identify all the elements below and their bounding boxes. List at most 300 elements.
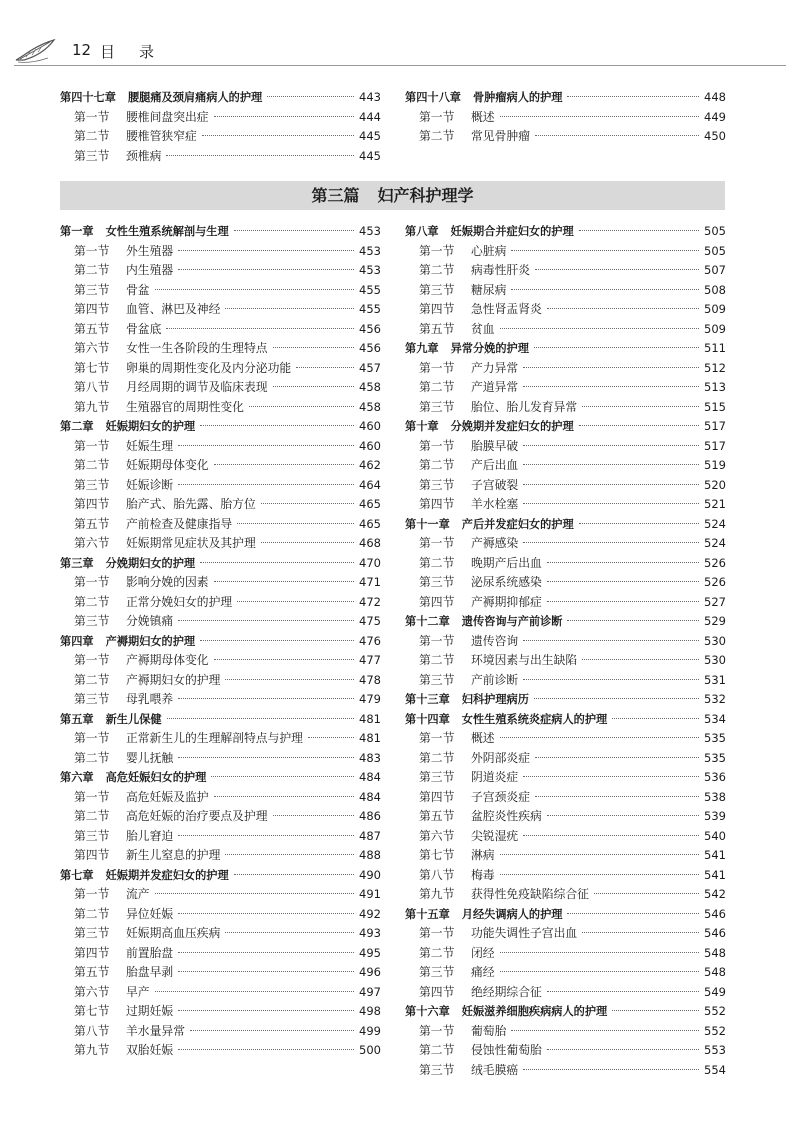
toc-section-entry[interactable] [60, 827, 381, 847]
dot-leader [214, 116, 354, 117]
toc-section-entry[interactable] [405, 827, 726, 847]
entry-page-number: 546 [704, 926, 726, 940]
entry-page-number: 548 [704, 965, 726, 979]
toc-chapter-entry[interactable] [405, 690, 726, 710]
entry-title: 绒毛膜癌 [471, 1062, 519, 1077]
entry-number: 第一节 [74, 575, 110, 589]
entry-title: 妊娠期常见症状及其护理 [126, 536, 256, 550]
toc-section-entry[interactable] [60, 515, 381, 535]
entry-page-number: 520 [704, 477, 726, 492]
toc-section-entry[interactable] [405, 281, 726, 301]
entry-title: 异常分娩的护理 [450, 342, 529, 355]
dot-leader [582, 406, 699, 407]
entry-page-number: 445 [359, 129, 381, 143]
dot-leader [273, 815, 354, 816]
entry-page-number: 531 [704, 672, 726, 687]
toc-section-entry[interactable] [405, 127, 726, 147]
entry-number: 第六章 [60, 771, 94, 784]
toc-section-entry[interactable] [60, 1002, 381, 1022]
toc-chapter-entry[interactable] [405, 1002, 726, 1022]
toc-chapter-entry[interactable] [60, 88, 381, 108]
toc-chapter-entry[interactable] [60, 866, 381, 886]
entry-title: 概述 [471, 731, 495, 745]
entry-number: 第二节 [74, 750, 110, 765]
dot-leader [547, 1049, 699, 1050]
dot-leader [261, 542, 354, 543]
entry-number: 第六节 [74, 341, 110, 355]
toc-section-entry[interactable] [60, 261, 381, 281]
entry-number: 第十章 [405, 420, 439, 433]
entry-number: 第一节 [74, 243, 110, 258]
toc-section-entry[interactable] [60, 300, 381, 320]
entry-number: 第一节 [419, 243, 455, 258]
toc-section-entry[interactable] [60, 359, 381, 379]
entry-page-number: 458 [359, 399, 381, 414]
entry-number: 第一节 [74, 887, 110, 901]
entry-page-number: 450 [704, 129, 726, 143]
toc-chapter-entry[interactable] [405, 88, 726, 108]
entry-page-number: 527 [704, 594, 726, 609]
entry-number: 第一节 [74, 731, 110, 745]
entry-number: 第二节 [74, 129, 110, 143]
entry-page-number: 460 [359, 419, 381, 433]
toc-chapter-entry[interactable] [60, 710, 381, 730]
entry-number: 第八节 [74, 1023, 110, 1038]
toc-section-entry[interactable] [405, 456, 726, 476]
header-title: 目录 [100, 43, 179, 61]
entry-number: 第一节 [419, 536, 455, 550]
toc-section-entry[interactable] [60, 495, 381, 515]
entry-number: 第一节 [74, 653, 110, 667]
toc-section-entry[interactable] [405, 242, 726, 262]
toc-section-entry[interactable] [405, 320, 726, 340]
entry-title: 腰腿痛及颈肩痛病人的护理 [127, 91, 263, 104]
dot-leader [535, 269, 699, 270]
toc-section-entry[interactable] [405, 476, 726, 496]
entry-page-number: 507 [704, 263, 726, 277]
toc-section-entry[interactable] [405, 651, 726, 671]
entry-page-number: 517 [704, 438, 726, 453]
toc-section-entry[interactable] [405, 983, 726, 1003]
entry-page-number: 526 [704, 555, 726, 570]
dot-leader [273, 386, 354, 387]
toc-section-entry[interactable] [405, 866, 726, 886]
toc-section-entry[interactable] [60, 339, 381, 359]
dot-leader [167, 718, 355, 719]
entry-title: 糖尿病 [471, 282, 507, 297]
dot-leader [166, 328, 354, 329]
entry-number: 第一节 [74, 438, 110, 453]
toc-section-entry[interactable] [405, 261, 726, 281]
entry-page-number: 552 [704, 1023, 726, 1038]
entry-number: 第四节 [419, 984, 455, 999]
toc-section-entry[interactable] [405, 534, 726, 554]
dot-leader [511, 250, 699, 251]
entry-page-number: 515 [704, 399, 726, 414]
entry-number: 第二节 [419, 653, 455, 667]
toc-section-entry[interactable] [405, 1022, 726, 1042]
entry-page-number: 486 [359, 809, 381, 823]
dot-leader [500, 328, 699, 329]
toc-section-entry[interactable] [60, 593, 381, 613]
entry-title: 妊娠期母体变化 [126, 458, 209, 472]
dot-leader [178, 913, 354, 914]
toc-main-left-column [60, 222, 381, 1061]
toc-section-entry[interactable] [60, 147, 381, 167]
entry-title: 产前诊断 [471, 672, 519, 687]
dot-leader [579, 230, 699, 231]
dot-leader [178, 250, 354, 251]
dot-leader [500, 116, 699, 117]
dot-leader [523, 367, 699, 368]
toc-section-entry[interactable] [405, 378, 726, 398]
dot-leader [500, 971, 699, 972]
entry-number: 第三节 [419, 672, 455, 687]
entry-number: 第二章 [60, 420, 94, 433]
entry-title: 早产 [126, 984, 150, 999]
toc-section-entry[interactable] [60, 690, 381, 710]
entry-number: 第七章 [60, 868, 94, 882]
dot-leader [178, 445, 354, 446]
toc-section-entry[interactable] [405, 749, 726, 769]
entry-number: 第十二章 [405, 615, 450, 628]
entry-number: 第二节 [419, 458, 455, 472]
entry-number: 第二节 [419, 945, 455, 960]
dot-leader [234, 230, 354, 231]
entry-title: 高危妊娠妇女的护理 [105, 771, 207, 784]
toc-chapter-entry[interactable] [405, 612, 726, 632]
dot-leader [523, 776, 699, 777]
entry-number: 第二节 [74, 906, 110, 921]
toc-chapter-entry[interactable] [60, 222, 381, 242]
entry-page-number: 535 [704, 750, 726, 765]
entry-page-number: 517 [704, 419, 726, 433]
toc-section-entry[interactable] [60, 127, 381, 147]
toc-chapter-entry[interactable] [405, 222, 726, 242]
entry-number: 第七节 [419, 848, 455, 862]
entry-number: 第三节 [74, 828, 110, 843]
toc-section-entry[interactable] [60, 242, 381, 262]
toc-section-entry[interactable] [405, 495, 726, 515]
toc-section-entry[interactable] [60, 573, 381, 593]
toc-section-entry[interactable] [60, 1022, 381, 1042]
toc-chapter-entry[interactable] [60, 554, 381, 574]
toc-section-entry[interactable] [405, 924, 726, 944]
dot-leader [523, 835, 699, 836]
entry-title: 葡萄胎 [471, 1023, 507, 1038]
entry-number: 第五节 [74, 516, 110, 531]
toc-section-entry[interactable] [60, 534, 381, 554]
entry-title: 产褥期母体变化 [126, 653, 209, 667]
toc-section-entry[interactable] [405, 807, 726, 827]
entry-title: 遗传咨询 [471, 633, 519, 648]
entry-title: 双胎妊娠 [126, 1043, 174, 1057]
entry-number: 第一节 [419, 1023, 455, 1038]
entry-number: 第三节 [74, 477, 110, 492]
toc-chapter-entry[interactable] [405, 339, 726, 359]
dot-leader [523, 464, 699, 465]
entry-title: 产前检查及健康指导 [126, 516, 233, 531]
entry-title: 概述 [471, 109, 495, 124]
dot-leader [547, 308, 699, 309]
toc-chapter-entry[interactable] [405, 515, 726, 535]
entry-number: 第十五章 [405, 907, 450, 921]
entry-page-number: 538 [704, 789, 726, 804]
entry-number: 第三节 [74, 282, 110, 297]
entry-number: 第三节 [74, 614, 110, 628]
entry-page-number: 455 [359, 302, 381, 316]
entry-page-number: 539 [704, 809, 726, 823]
toc-section-entry[interactable] [60, 788, 381, 808]
entry-title: 妊娠期妇女的护理 [105, 420, 196, 433]
header-rule [14, 65, 786, 66]
entry-page-number: 546 [704, 906, 726, 921]
toc-chapter-entry[interactable] [60, 417, 381, 437]
dot-leader [166, 155, 354, 156]
entry-title: 获得性免疫缺陷综合征 [471, 887, 589, 901]
dot-leader [211, 776, 354, 777]
entry-page-number: 532 [704, 692, 726, 706]
entry-number: 第十四章 [405, 712, 450, 726]
toc-section-entry[interactable] [60, 807, 381, 827]
entry-title: 颈椎病 [126, 148, 162, 163]
toc-section-entry[interactable] [60, 398, 381, 418]
dot-leader [200, 562, 354, 563]
toc-chapter-entry[interactable] [60, 768, 381, 788]
toc-section-entry[interactable] [60, 281, 381, 301]
toc-section-entry[interactable] [60, 476, 381, 496]
entry-title: 正常分娩妇女的护理 [126, 594, 233, 609]
entry-number: 第三节 [419, 282, 455, 297]
entry-title: 外生殖器 [126, 243, 174, 258]
dot-leader [178, 698, 354, 699]
entry-page-number: 453 [359, 224, 381, 238]
dot-leader [567, 620, 699, 621]
entry-page-number: 491 [359, 887, 381, 901]
entry-page-number: 548 [704, 945, 726, 960]
entry-page-number: 458 [359, 380, 381, 394]
toc-chapter-entry[interactable] [405, 905, 726, 925]
dot-leader [237, 523, 354, 524]
dot-leader [579, 523, 699, 524]
entry-number: 第一节 [419, 438, 455, 453]
toc-section-entry[interactable] [405, 632, 726, 652]
entry-number: 第三节 [419, 575, 455, 589]
entry-title: 妊娠期高血压疾病 [126, 926, 221, 940]
toc-section-entry[interactable] [60, 885, 381, 905]
entry-title: 产道异常 [471, 380, 519, 394]
entry-page-number: 464 [359, 477, 381, 492]
toc-section-entry[interactable] [60, 1041, 381, 1061]
toc-chapter-entry[interactable] [60, 632, 381, 652]
entry-title: 胎膜早破 [471, 438, 519, 453]
entry-number: 第二节 [419, 750, 455, 765]
dot-leader [612, 1010, 699, 1011]
entry-title: 骨盆 [126, 282, 150, 297]
dot-leader [178, 757, 354, 758]
entry-title: 卵巢的周期性变化及内分泌功能 [126, 360, 292, 375]
entry-title: 产褥感染 [471, 536, 519, 550]
entry-title: 生殖器官的周期性变化 [126, 399, 244, 414]
entry-title: 腰椎间盘突出症 [126, 109, 209, 124]
entry-page-number: 460 [359, 438, 381, 453]
toc-section-entry[interactable] [60, 651, 381, 671]
entry-number: 第二节 [419, 380, 455, 394]
entry-number: 第三节 [419, 477, 455, 492]
entry-page-number: 449 [704, 109, 726, 124]
entry-page-number: 521 [704, 497, 726, 511]
dot-leader [535, 757, 699, 758]
entry-number: 第三节 [74, 692, 110, 706]
dot-leader [534, 698, 699, 699]
dot-leader [214, 796, 354, 797]
entry-page-number: 490 [359, 867, 381, 882]
entry-number: 第八节 [419, 867, 455, 882]
dot-leader [200, 425, 354, 426]
dot-leader [547, 581, 699, 582]
entry-page-number: 465 [359, 497, 381, 511]
toc-section-entry[interactable] [405, 437, 726, 457]
toc-section-entry[interactable] [60, 612, 381, 632]
dot-leader [261, 503, 354, 504]
page-number: 12 [72, 41, 92, 59]
toc-section-entry[interactable] [60, 108, 381, 128]
toc-section-entry[interactable] [405, 788, 726, 808]
toc-section-entry[interactable] [60, 378, 381, 398]
feather-logo-icon [14, 38, 56, 64]
toc-section-entry[interactable] [405, 398, 726, 418]
entry-page-number: 483 [359, 750, 381, 765]
dot-leader [249, 406, 354, 407]
toc-section-entry[interactable] [405, 1061, 726, 1081]
toc-section-entry[interactable] [405, 768, 726, 788]
entry-title: 异位妊娠 [126, 906, 174, 921]
dot-leader [214, 464, 354, 465]
toc-section-entry[interactable] [60, 671, 381, 691]
entry-page-number: 497 [359, 984, 381, 999]
entry-number: 第四节 [74, 302, 110, 316]
entry-title: 新生儿窒息的护理 [126, 848, 221, 862]
dot-leader [547, 815, 699, 816]
entry-page-number: 519 [704, 458, 726, 472]
toc-section-entry[interactable] [405, 359, 726, 379]
toc-section-entry[interactable] [60, 963, 381, 983]
toc-section-entry[interactable] [405, 108, 726, 128]
toc-section-entry[interactable] [405, 963, 726, 983]
dot-leader [202, 135, 354, 136]
toc-section-entry[interactable] [60, 846, 381, 866]
toc-section-entry[interactable] [60, 749, 381, 769]
dot-leader [500, 952, 699, 953]
part-title: 妇产科护理学 [377, 186, 474, 205]
toc-section-entry[interactable] [60, 944, 381, 964]
toc-section-entry[interactable] [405, 846, 726, 866]
entry-page-number: 524 [704, 536, 726, 550]
entry-number: 第三节 [419, 770, 455, 784]
entry-number: 第七节 [74, 1004, 110, 1018]
toc-section-entry[interactable] [405, 671, 726, 691]
toc-section-entry[interactable] [60, 437, 381, 457]
entry-number: 第七节 [74, 360, 110, 375]
dot-leader [178, 1010, 354, 1011]
dot-leader [178, 484, 354, 485]
entry-number: 第四节 [419, 497, 455, 511]
toc-section-entry[interactable] [60, 983, 381, 1003]
toc-top-right-column [405, 88, 726, 147]
entry-title: 遗传咨询与产前诊断 [461, 615, 563, 628]
entry-page-number: 508 [704, 282, 726, 297]
dot-leader [214, 659, 354, 660]
entry-title: 病毒性肝炎 [471, 263, 530, 277]
dot-leader [523, 679, 699, 680]
toc-section-entry[interactable] [405, 944, 726, 964]
entry-page-number: 526 [704, 575, 726, 589]
toc-section-entry[interactable] [60, 729, 381, 749]
toc-section-entry[interactable] [405, 573, 726, 593]
toc-section-entry[interactable] [405, 885, 726, 905]
entry-page-number: 552 [704, 1004, 726, 1018]
entry-title: 淋病 [471, 848, 495, 862]
toc-section-entry[interactable] [405, 300, 726, 320]
dot-leader [200, 640, 354, 641]
entry-title: 胎产式、胎先露、胎方位 [126, 497, 256, 511]
entry-number: 第三节 [74, 148, 110, 163]
dot-leader [155, 991, 354, 992]
entry-title: 外阴部炎症 [471, 750, 530, 765]
entry-title: 过期妊娠 [126, 1004, 174, 1018]
toc-section-entry[interactable] [60, 905, 381, 925]
entry-number: 第四节 [74, 848, 110, 862]
dot-leader [296, 367, 354, 368]
toc-section-entry[interactable] [405, 729, 726, 749]
entry-title: 妊娠诊断 [126, 477, 174, 492]
dot-leader [523, 445, 699, 446]
toc-section-entry[interactable] [405, 554, 726, 574]
entry-number: 第五节 [74, 965, 110, 979]
entry-title: 产褥期抑郁症 [471, 594, 542, 609]
entry-number: 第十一章 [405, 517, 450, 531]
entry-page-number: 472 [359, 594, 381, 609]
entry-page-number: 554 [704, 1062, 726, 1077]
toc-section-entry[interactable] [405, 1041, 726, 1061]
entry-number: 第四节 [419, 594, 455, 609]
toc-section-entry[interactable] [60, 456, 381, 476]
entry-title: 女性一生各阶段的生理特点 [126, 341, 268, 355]
entry-title: 骨肿瘤病人的护理 [472, 91, 563, 104]
entry-page-number: 534 [704, 711, 726, 726]
toc-section-entry[interactable] [405, 593, 726, 613]
toc-chapter-entry[interactable] [405, 710, 726, 730]
dot-leader [273, 347, 354, 348]
entry-page-number: 513 [704, 380, 726, 394]
dot-leader [234, 874, 354, 875]
toc-chapter-entry[interactable] [405, 417, 726, 437]
entry-title: 贫血 [471, 321, 495, 336]
entry-title: 胎儿窘迫 [126, 828, 174, 843]
entry-number: 第五节 [419, 809, 455, 823]
toc-main-right-column [405, 222, 726, 1080]
entry-page-number: 512 [704, 360, 726, 375]
dot-leader [155, 893, 354, 894]
entry-number: 第二节 [419, 129, 455, 143]
dot-leader [523, 1069, 699, 1070]
entry-page-number: 475 [359, 614, 381, 628]
entry-number: 第一节 [419, 109, 455, 124]
entry-number: 第四节 [419, 302, 455, 316]
toc-section-entry[interactable] [60, 320, 381, 340]
toc-section-entry[interactable] [60, 924, 381, 944]
entry-page-number: 481 [359, 731, 381, 745]
